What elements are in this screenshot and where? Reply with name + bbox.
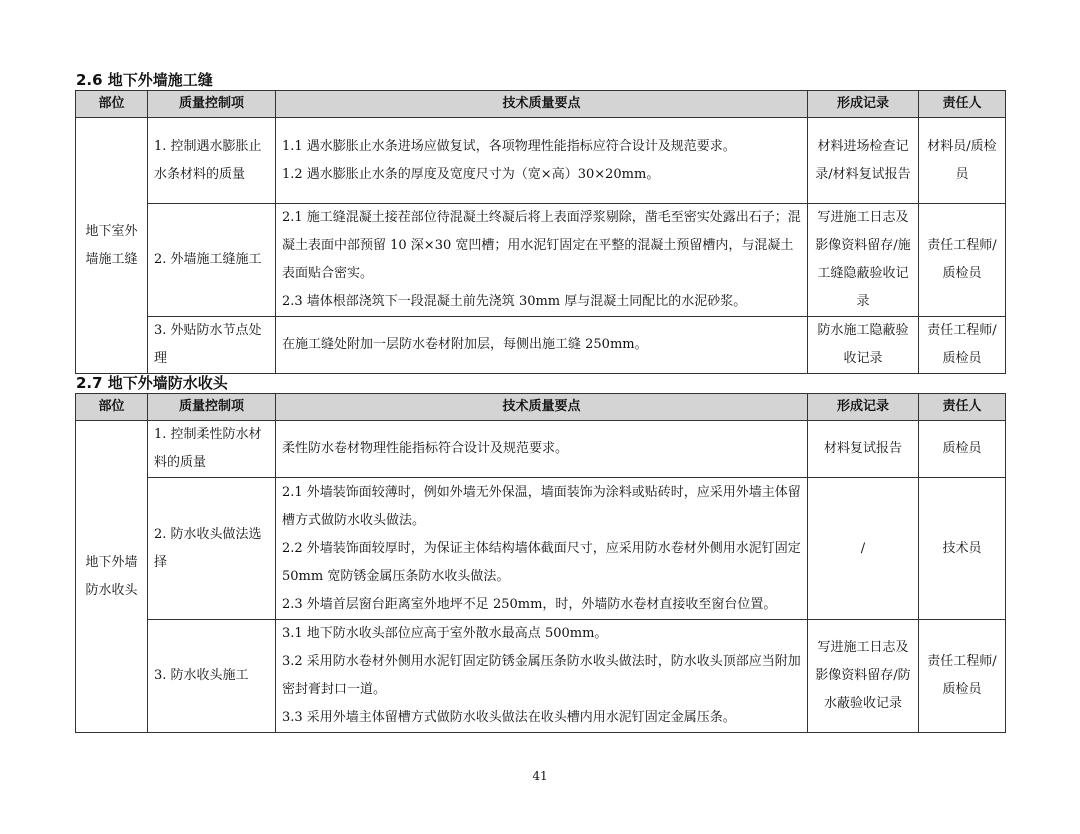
part-cell: 地下室外墙施工缝 — [76, 118, 148, 374]
quality-table-2-7 — [75, 393, 1006, 733]
requirements-cell — [276, 118, 808, 204]
requirement-line: 2.2 外墙装饰面较厚时，为保证主体结构墙体截面尺寸，应采用防水卷材外侧用水泥钉固定 50mm 宽防锈金属压条防水收头做法。 — [282, 540, 801, 584]
record-cell: 材料复试报告 — [808, 421, 919, 478]
responsible-cell: 技术员 — [919, 478, 1006, 620]
quality-table-2-6 — [75, 90, 1006, 374]
table-row — [76, 317, 1006, 374]
control-item-cell: 2. 防水收头做法选择 — [148, 478, 276, 620]
requirement-line: 2.1 施工缝混凝土接茬部位待混凝土终凝后将上表面浮浆剔除，凿毛至密实处露出石子；混凝土表面中部预留 10 深×30 宽凹槽；用水泥钉固定在平整的混凝土预留槽内，与混凝土表面贴合密实。 — [282, 210, 801, 281]
responsible-cell: 材料员/质检员 — [919, 118, 1006, 204]
control-item-cell: 1. 控制遇水膨胀止水条材料的质量 — [148, 118, 276, 204]
record-cell: 写进施工日志及影像资料留存/施工缝隐蔽验收记录 — [808, 204, 919, 317]
requirements-cell — [276, 317, 808, 374]
table-row — [76, 118, 1006, 204]
table-header-row — [76, 394, 1006, 421]
requirement-line: 2.1 外墙装饰面较薄时，例如外墙无外保温，墙面装饰为涂料或贴砖时，应采用外墙主体留槽方式做防水收头做法。 — [282, 484, 801, 528]
section-title-2-6: 2.6 地下外墙施工缝 — [76, 71, 213, 89]
requirements-cell — [276, 204, 808, 317]
header-requirements: 技术质量要点 — [276, 91, 808, 118]
page-number: 41 — [532, 769, 548, 783]
requirement-line: 3.3 采用外墙主体留槽方式做防水收头做法在收头槽内用水泥钉固定金属压条。 — [282, 710, 736, 725]
header-responsible: 责任人 — [919, 91, 1006, 118]
header-record: 形成记录 — [808, 91, 919, 118]
requirement-line: 2.3 墙体根部浇筑下一段混凝土前先浇筑 30mm 厚与混凝土同配比的水泥砂浆。 — [282, 294, 747, 309]
header-responsible: 责任人 — [919, 394, 1006, 421]
requirement-line: 1.1 遇水膨胀止水条进场应做复试，各项物理性能指标应符合设计及规范要求。 — [282, 138, 736, 154]
control-item-cell: 2. 外墙施工缝施工 — [148, 204, 276, 317]
header-requirements: 技术质量要点 — [276, 394, 808, 421]
table-row — [76, 421, 1006, 478]
control-item-cell: 1. 控制柔性防水材料的质量 — [148, 421, 276, 478]
record-cell: 写进施工日志及影像资料留存/防水蔽验收记录 — [808, 620, 919, 733]
table-row — [76, 478, 1006, 620]
header-control-item: 质量控制项 — [148, 91, 276, 118]
record-cell: 材料进场检查记录/材料复试报告 — [808, 118, 919, 204]
record-cell: 防水施工隐蔽验收记录 — [808, 317, 919, 374]
requirement-line: 柔性防水卷材物理性能指标符合设计及规范要求。 — [282, 441, 569, 456]
requirement-line: 在施工缝处附加一层防水卷材附加层，每侧出施工缝 250mm。 — [282, 337, 648, 352]
control-item-cell: 3. 防水收头施工 — [148, 620, 276, 733]
responsible-cell: 责任工程师/质检员 — [919, 620, 1006, 733]
responsible-cell: 责任工程师/质检员 — [919, 204, 1006, 317]
control-item-cell: 3. 外贴防水节点处理 — [148, 317, 276, 374]
responsible-cell: 质检员 — [919, 421, 1006, 478]
section-title-2-7: 2.7 地下外墙防水收头 — [76, 374, 228, 392]
table-row — [76, 204, 1006, 317]
responsible-cell: 责任工程师/质检员 — [919, 317, 1006, 374]
header-part: 部位 — [76, 394, 148, 421]
header-part: 部位 — [76, 91, 148, 118]
requirements-cell — [276, 421, 808, 478]
header-record: 形成记录 — [808, 394, 919, 421]
part-cell: 地下外墙防水收头 — [76, 421, 148, 733]
requirement-line: 3.2 采用防水卷材外侧用水泥钉固定防锈金属压条防水收头做法时，防水收头顶部应当附加密封膏封口一道。 — [282, 654, 801, 697]
table-header-row — [76, 91, 1006, 118]
record-cell: / — [808, 478, 919, 620]
requirement-line: 3.1 地下防水收头部位应高于室外散水最高点 500mm。 — [282, 626, 608, 641]
requirements-cell — [276, 478, 808, 620]
requirement-line: 1.2 遇水膨胀止水条的厚度及宽度尺寸为（宽×高）30×20mm。 — [282, 166, 660, 182]
requirement-line: 2.3 外墙首层窗台距离室外地坪不足 250mm，时，外墙防水卷材直接收至窗台位置。 — [282, 596, 777, 612]
header-control-item: 质量控制项 — [148, 394, 276, 421]
table-row — [76, 620, 1006, 733]
requirements-cell — [276, 620, 808, 733]
